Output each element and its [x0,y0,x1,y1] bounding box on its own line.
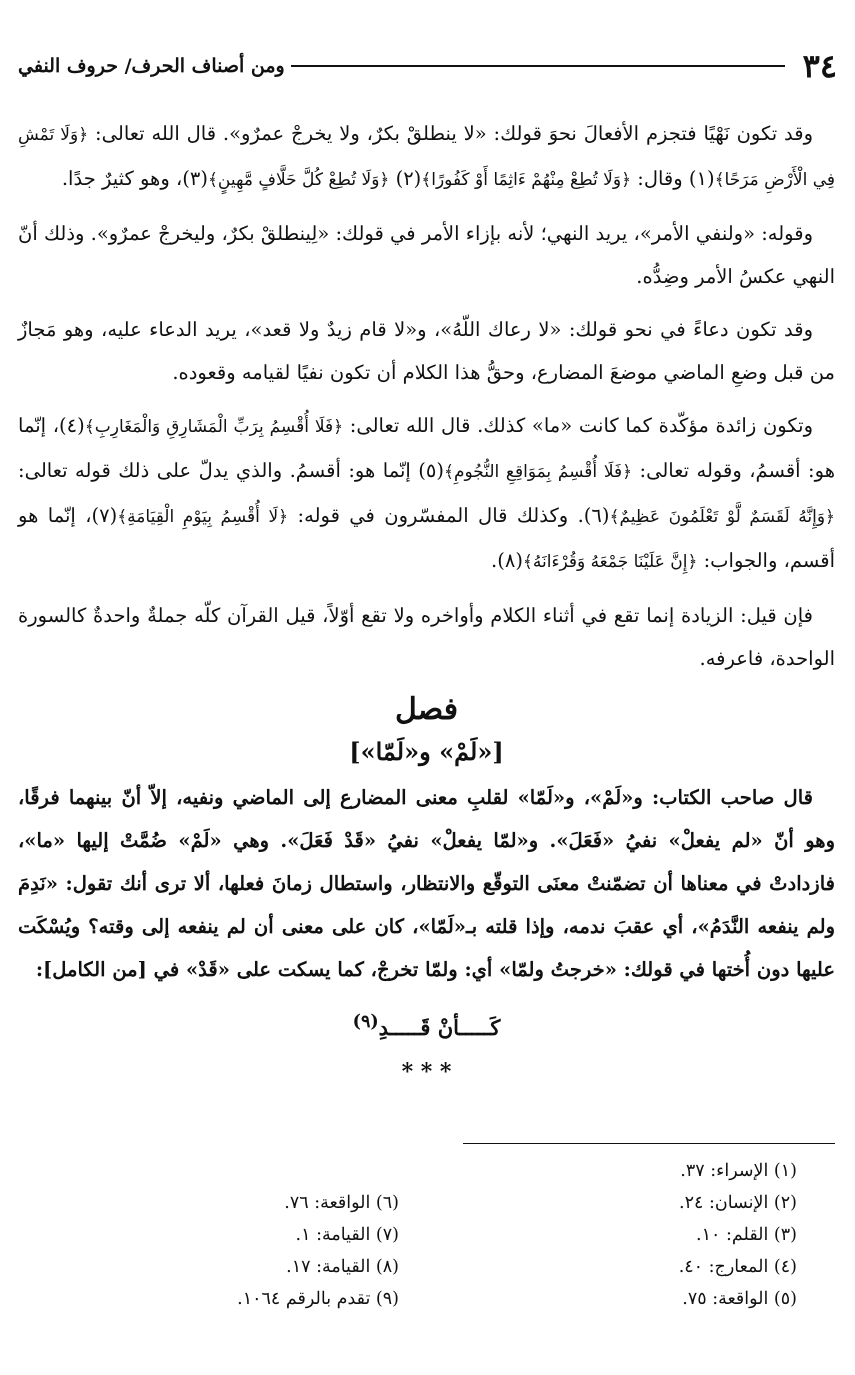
page-header [18,40,837,92]
footnote: (٥) الواقعة: ٧٥. [682,1289,797,1309]
paragraph-negating-command: وقوله: «ولنفي الأمر»، يريد النهي؛ لأنه بإزاء الأمر في قولك: «لِينطلقْ بكرٌ، وليخرجْ عمرٌو». وذلك أنّ النهي عكسُ الأمر وضِدُّه. [18,222,835,288]
running-title: ومن أصناف الحرف/ حروف النفي [18,55,285,77]
footnote: (٧) القيامة: ١. [295,1225,399,1245]
footnote: (٢) الإنسان: ٢٤. [679,1193,797,1213]
paragraph-prohibition [18,112,835,202]
poem-footnote-ref: (٩) [352,1012,379,1032]
footnote: (١) الإسراء: ٣٧. [680,1161,797,1181]
quran-verse: ﴿وَلَا تُطِعْ كُلَّ حَلَّافٍ مَّهِينٍ﴾ [207,170,390,190]
text-run: (٨). [491,549,523,572]
quran-verse: ﴿لَا أُقْسِمُ بِيَوْمِ الْقِيَامَةِ﴾ [117,507,289,527]
text-run: (٦). وكذلك قال المفسّرون في قوله: [288,504,610,527]
quran-verse: ﴿فَلَا أُقْسِمُ بِمَوَاقِعِ النُّجُومِ﴾ [443,462,633,482]
quran-verse: ﴿وَلَا تُطِعْ مِنْهُمْ ءَاثِمًا أَوْ كَفُورًا﴾ [421,170,632,190]
quran-verse: ﴿وَإِنَّهُ لَقَسَمٌ لَّوْ تَعْلَمُونَ عَظِيمٌ﴾ [609,507,835,527]
paragraph-supplication: وقد تكون دعاءً في نحو قولك: «لا رعاك اللّهُ»، و«لا قام زيدٌ ولا قعد»، يريد الدعاء عليه، وهو مَجازٌ من قبل وضعِ الماضي موضعَ المضارع، وحقُّ هذا الكلام أن تكون نفيًا لقيامه وقعوده. [18,318,835,384]
section-heading: فصل [394,692,459,727]
text-run: وقد تكون نَهْيًا فتجزم الأفعالَ نحوَ قولك: «لا ينطلقْ بكرٌ، ولا يخرجْ عمرٌو». قال الله تعالى: [88,122,814,145]
quran-verse: ﴿فَلَا أُقْسِمُ بِرَبِّ الْمَشَارِقِ وَالْمَغَارِبِ﴾ [84,417,344,437]
quran-verse: ﴿إِنَّ عَلَيْنَا جَمْعَهُ وَقُرْءَانَهُ﴾ [522,552,698,572]
footnote: (٩) تقدم بالرقم ١٠٦٤. [237,1289,399,1309]
footnote-empty [49,1155,399,1187]
footnote-rule [463,1143,835,1144]
text-run: (١) وقال: [631,167,715,190]
poem-text: كَـــــأنْ قَـــــدِ [378,1015,501,1040]
text-run: (٣)، وهو كثيرٌ جدًا. [61,167,208,190]
paragraph-redundant [18,404,835,584]
text-run: (٧)، إنّما هو أقسم، والجواب: [18,504,835,572]
paragraph-lam-lamma: قال صاحب الكتاب: و«لَمْ»، و«لَمّا» لقلبِ معنى المضارع إلى الماضي ونفيه، إلاّ أنّ بينهما فرقًا، وهو أنّ «لم يفعلْ» نفيُ «فَعَلَ». و«لمّا يفعلْ» نفيُ «قَدْ فَعَلَ». وهي «لَمْ» ضُمَّتْ إليها «ما»، فازدادتْ في معناها أن تضمّنتْ معنَى التوقّع والانتظار، واستطال زمانَ فعلها، ألا ترى أنك تقول: «نَدِمَ ولم ينفعه النَّدَمُ»، أي عقبَ ندمه، وإذا قلته بـ«لَمّا»، كان على معنى أن لم ينفعه إلى وقته؟ ويُسْكَت عليها دون أُختها في قولك: «خرجتُ ولمّا» أي: ولمّا تخرجْ، كما يسكت على «قَدْ» في [من الكامل]: [18,786,835,981]
text-run: (٤)، إنّما هو: أقسمُ، وقوله تعالى: [18,414,835,482]
footnote: (٤) المعارج: ٤٠. [678,1257,797,1277]
poem-fragment [18,1001,835,1049]
footnote: (٨) القيامة: ١٧. [286,1257,399,1277]
footnote: (٦) الواقعة: ٧٦. [284,1193,399,1213]
text-run: وتكون زائدة مؤكّدة كما كانت «ما» كذلك. قال الله تعالى: [343,414,813,437]
section-body [18,776,835,991]
page-body [18,112,835,1094]
paragraph-objection: فإن قيل: الزيادة إنما تقع في أثناء الكلام وأواخره ولا تقع أوّلاً، قيل القرآن كلّه جملةٌ واحدةٌ كالسورة الواحدة، فاعرفه. [18,604,835,670]
footnote: (٣) القلم: ١٠. [696,1225,797,1245]
header-rule [291,65,785,67]
quran-verse: ﴿وَلَا تَمْشِ فِي الْأَرْضِ مَرَحًا﴾ [18,125,835,190]
text-run: (٢) [389,167,422,190]
section-subheading: [«لَمْ» و«لَمّا»] [349,737,504,766]
section-separator: * * * [401,1059,452,1085]
text-run: (٥) إنّما هو: أقسمُ. والذي يدلّ على ذلك قوله تعالى: [18,459,444,482]
page-number: ٣٤ [802,47,837,85]
footnotes [37,1155,797,1315]
